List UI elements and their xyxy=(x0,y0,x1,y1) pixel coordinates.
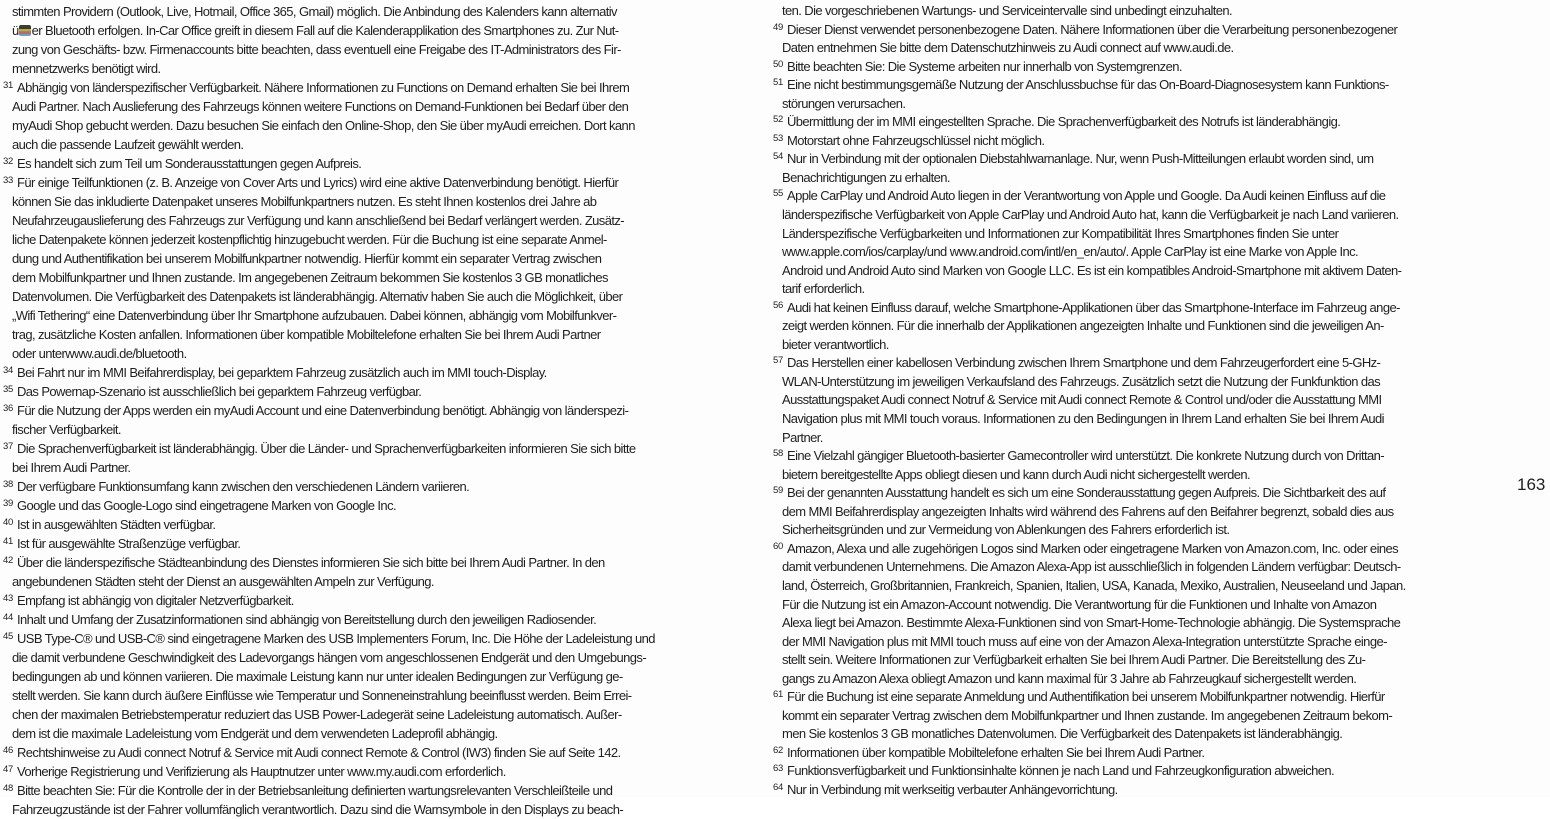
footnote-line: bei Ihrem Audi Partner. xyxy=(12,460,131,475)
footnote-line: 62 Informationen über kompatible Mobiltelefone erhalten Sie bei Ihrem Audi Partner. xyxy=(773,744,1205,760)
footnote-number: 33 xyxy=(3,175,13,186)
footnote-line: ü er Bluetooth erfolgen. In-Car Office greift in diesem Fall auf die Kalenderapplikation des Smartphones zu. Zur Nut- xyxy=(12,23,619,38)
footnote-57 xyxy=(773,354,1535,447)
footnote-51 xyxy=(773,76,1535,113)
footnote-number: 47 xyxy=(3,764,13,775)
footnote-line: 47 Vorherige Registrierung und Verifizierung als Hauptnutzer unter www.my.audi.com erforderlich. xyxy=(3,764,506,779)
footnote-55 xyxy=(773,187,1535,298)
footnote-line: myAudi Shop gebucht werden. Dazu besuchen Sie einfach den Online-Shop, den Sie über myAudi erreichen. Dort kann xyxy=(12,118,635,133)
footnote-number: 53 xyxy=(773,132,783,144)
footnote-line: länderspezifische Verfügbarkeit von Apple CarPlay und Android Auto hat, kann die Verfügbarkeit je nach Land variieren. xyxy=(782,207,1399,223)
footnote-line: können Sie das inkludierte Datenpaket unseres Mobilfunkpartners nutzen. Es steht Ihnen kostenlos drei Jahre ab xyxy=(12,194,597,209)
footnote-line: 48 Bitte beachten Sie: Für die Kontrolle der in der Betriebsanleitung definierten wartungsrelevanten Verschleißteile und xyxy=(3,783,613,798)
footnote-line: Ausstattungspaket Audi connect Notruf & Service mit Audi connect Remote & Control und/oder die Ausstattung MMI xyxy=(782,392,1382,408)
footnote-43 xyxy=(3,591,761,610)
footnote-line: 37 Die Sprachenverfügbarkeit ist länderabhängig. Über die Länder- und Sprachenverfügbarkeiten informieren Sie sich bitte xyxy=(3,441,636,456)
footnote-number: 62 xyxy=(773,744,783,756)
footnote-continuation xyxy=(3,2,761,78)
footnote-number: 37 xyxy=(3,441,13,452)
footnote-line: Datenvolumen. Die Verfügbarkeit des Datenpakets ist länderabhängig. Alternativ haben Sie auch die Möglichkeit, über xyxy=(12,289,623,304)
footnote-line: kommt ein separater Vertrag zwischen dem Mobilfunkpartner und Ihnen zustande. Im angegebenen Zeitraum bekom- xyxy=(782,707,1393,723)
footnote-line: stellt werden. Sie kann durch äußere Einflüsse wie Temperatur und Sonneneinstrahlung beeinflusst werden. Beim Errei- xyxy=(12,688,632,703)
footnote-line: Navigation plus mit MMI touch voraus. Informationen zu den Bedingungen in Ihrem Land erhalten Sie bei Ihrem Audi xyxy=(782,411,1384,427)
footnote-line: damit verbundenen Unternehmens. Die Amazon Alexa-App ist ausschließlich in folgenden Ländern verfügbar: Deutsch- xyxy=(782,559,1401,575)
corrupted-flag-glyph xyxy=(19,25,31,36)
footnote-continuation xyxy=(773,2,1535,21)
footnote-number: 60 xyxy=(773,540,783,552)
footnote-line: mennetzwerks benötigt wird. xyxy=(12,61,161,76)
footnote-line: zung von Geschäfts- bzw. Firmenaccounts bitte beachten, dass eventuell eine Freigabe des IT-Administrators des Fir- xyxy=(12,42,621,57)
footnote-line: 53 Motorstart ohne Fahrzeugschlüssel nicht möglich. xyxy=(773,132,1045,148)
footnote-line: 64 Nur in Verbindung mit werkseitig verbauter Anhängevorrichtung. xyxy=(773,781,1118,797)
footnote-line: 52 Übermittlung der im MMI eingestellten Sprache. Die Sprachenverfügbarkeit des Notrufs ist länderabhängig. xyxy=(773,114,1341,130)
footnote-line: Für die Nutzung ist ein Amazon-Account notwendig. Die Verantwortung für die Funktionen und Inhalte von Amazon xyxy=(782,596,1377,612)
footnote-38 xyxy=(3,477,761,496)
footnote-line: dung und Authentifikation bei unserem Mobilfunkpartner notwendig. Hierfür kommt ein separater Vertrag zwischen xyxy=(12,251,602,266)
footnote-32 xyxy=(3,154,761,173)
footnote-line: Benachrichtigungen zu erhalten. xyxy=(782,169,950,185)
footnote-40 xyxy=(3,515,761,534)
footnote-number: 64 xyxy=(773,781,783,793)
footnote-35 xyxy=(3,382,761,401)
footnote-line: Audi Partner. Nach Auslieferung des Fahrzeugs können weitere Functions on Demand-Funktionen bei Bedarf über den xyxy=(12,99,629,114)
footnote-line: bieter verantwortlich. xyxy=(782,336,889,352)
footnote-line: 51 Eine nicht bestimmungsgemäße Nutzung der Anschlussbuchse für das On-Board-Diagnosesystem kann Funktions- xyxy=(773,77,1389,93)
footnote-number: 43 xyxy=(3,593,13,604)
footnote-line: 34 Bei Fahrt nur im MMI Beifahrerdisplay, bei geparktem Fahrzeug zusätzlich auch im MMI touch-Display. xyxy=(3,365,547,380)
footnote-number: 52 xyxy=(773,114,783,126)
footnote-line: 49 Dieser Dienst verwendet personenbezogene Daten. Nähere Informationen über die Verarbeitung personenbezogener xyxy=(773,21,1398,37)
footnote-number: 31 xyxy=(3,80,13,91)
footnote-number: 45 xyxy=(3,631,13,642)
footnote-line: 36 Für die Nutzung der Apps werden ein myAudi Account und eine Datenverbindung benötigt. Abhängig von länderspezi- xyxy=(3,403,629,418)
footnote-47 xyxy=(3,762,761,781)
footnote-54 xyxy=(773,150,1535,187)
footnote-line: Partner. xyxy=(782,429,823,445)
footnote-line: stellt sein. Weitere Informationen zur Verfügbarkeit erhalten Sie bei Ihrem Audi Partner. Die Bereitstellung des Zu- xyxy=(782,652,1366,668)
footnotes-column-left xyxy=(3,2,761,819)
footnote-line: 59 Bei der genannten Ausstattung handelt es sich um eine Sonderausstattung gegen Aufpreis. Die Sichtbarkeit des auf xyxy=(773,485,1386,501)
footnote-line: Fahrzeugzustände ist der Fahrer vollumfänglich verantwortlich. Dazu sind die Warnsymbole in den Displays zu beach- xyxy=(12,802,624,817)
footnote-number: 42 xyxy=(3,555,13,566)
footnote-line: die damit verbundene Geschwindigkeit des Ladevorgangs hängen vom angeschlossenen Endgerät und den Umgebungs- xyxy=(12,650,647,665)
footnote-line: „Wifi Tethering“ eine Datenverbindung über Ihr Smartphone aufzubauen. Dabei können, abhängig vom Mobilfunkver- xyxy=(12,308,617,323)
footnote-number: 46 xyxy=(3,745,13,756)
footnote-64 xyxy=(773,781,1535,800)
footnote-56 xyxy=(773,299,1535,355)
footnote-line: Sicherheitsgründen und zur Vermeidung von Ablenkungen des Fahrers erforderlich ist. xyxy=(782,522,1230,538)
footnote-53 xyxy=(773,132,1535,151)
footnote-33 xyxy=(3,173,761,363)
footnote-line: tarif erforderlich. xyxy=(782,281,865,297)
footnote-62 xyxy=(773,744,1535,763)
footnote-line: 31 Abhängig von länderspezifischer Verfügbarkeit. Nähere Informationen zu Functions on Demand erhalten Sie bei Ihrem xyxy=(3,80,630,95)
footnote-39 xyxy=(3,496,761,515)
page-number: 163 xyxy=(1517,475,1546,494)
footnote-line: www.apple.com/ios/carplay/und www.android.com/intl/en_en/auto/. Apple CarPlay ist eine Marke von Apple Inc. xyxy=(782,244,1359,260)
footnote-34 xyxy=(3,363,761,382)
footnote-line: stimmten Providern (Outlook, Live, Hotmail, Office 365, Gmail) möglich. Die Anbindung des Kalenders kann alternativ xyxy=(12,4,617,19)
footnote-number: 59 xyxy=(773,485,783,497)
footnote-line: 32 Es handelt sich zum Teil um Sonderausstattungen gegen Aufpreis. xyxy=(3,156,362,171)
footnote-number: 34 xyxy=(3,365,13,376)
footnote-line: WLAN-Unterstützung im jeweiligen Verkaufsland des Fahrzeugs. Zusätzlich setzt die Nutzung der Funkfunktion das xyxy=(782,373,1381,389)
footnote-41 xyxy=(3,534,761,553)
footnote-line: 43 Empfang ist abhängig von digitaler Netzverfügbarkeit. xyxy=(3,593,294,608)
footnote-line: dem ist die maximale Ladeleistung vom Endgerät und dem verwendeten Ladeprofil abhängig. xyxy=(12,726,498,741)
footnote-line: 57 Das Herstellen einer kabellosen Verbindung zwischen Ihrem Smartphone und dem Fahrzeugerfordert eine 5-GHz- xyxy=(773,355,1381,371)
footnote-line: land, Österreich, Großbritannien, Frankreich, Spanien, Italien, USA, Kanada, Mexiko, Australien, Neuseeland und Japan. xyxy=(782,577,1406,593)
footnote-line: 60 Amazon, Alexa und alle zugehörigen Logos sind Marken oder eingetragene Marken von Amazon.com, Inc. oder eines xyxy=(773,540,1399,556)
footnote-line: 38 Der verfügbare Funktionsumfang kann zwischen den verschiedenen Ländern variieren. xyxy=(3,479,470,494)
footnote-number: 57 xyxy=(773,355,783,367)
footnote-59 xyxy=(773,484,1535,540)
footnote-line: Neufahrzeugauslieferung des Fahrzeugs zur Verfügung und kann anschließend bei Bedarf verlängert werden. Zusätz- xyxy=(12,213,624,228)
footnote-line: 46 Rechtshinweise zu Audi connect Notruf & Service mit Audi connect Remote & Control (IW3) finden Sie auf Seite 142. xyxy=(3,745,621,760)
footnote-line: liche Datenpakete können jederzeit kostenpflichtig hinzugebucht werden. Für die Buchung ist eine separate Anmel- xyxy=(12,232,607,247)
footnote-36 xyxy=(3,401,761,439)
footnote-line: oder unterwww.audi.de/bluetooth. xyxy=(12,346,187,361)
footnote-line: Android und Android Auto sind Marken von Google LLC. Es ist ein kompatibles Android-Smartphone mit aktivem Daten- xyxy=(782,262,1402,278)
footnote-number: 38 xyxy=(3,479,13,490)
footnote-number: 51 xyxy=(773,77,783,89)
footnotes-column-right xyxy=(773,2,1535,800)
footnote-number: 54 xyxy=(773,151,783,163)
footnote-42 xyxy=(3,553,761,591)
footnote-31 xyxy=(3,78,761,154)
footnote-number: 48 xyxy=(3,783,13,794)
footnote-line: 63 Funktionsverfügbarkeit und Funktionsinhalte können je nach Land und Fahrzeugkonfiguration abweichen. xyxy=(773,763,1335,779)
footnote-line: Daten entnehmen Sie bitte dem Datenschutzhinweis zu Audi connect auf www.audi.de. xyxy=(782,40,1234,56)
footnote-line: trag, zusätzliche Kosten anfallen. Informationen über kompatible Mobiltelefone erhalten Sie bei Ihrem Audi Partner xyxy=(12,327,601,342)
footnote-63 xyxy=(773,762,1535,781)
footnote-46 xyxy=(3,743,761,762)
footnote-line: 42 Über die länderspezifische Städteanbindung des Dienstes informieren Sie sich bitte bei Ihrem Audi Partner. In den xyxy=(3,555,605,570)
footnote-number: 56 xyxy=(773,299,783,311)
footnote-50 xyxy=(773,58,1535,77)
footnote-line: zeigt werden können. Für die innerhalb der Applikationen angezeigten Inhalte und Funktionen sind die jeweiligen An- xyxy=(782,318,1384,334)
footnote-line: störungen verursachen. xyxy=(782,95,906,111)
footnote-number: 40 xyxy=(3,517,13,528)
footnote-line: 41 Ist für ausgewählte Straßenzüge verfügbar. xyxy=(3,536,241,551)
footnote-line: Alexa liegt bei Amazon. Bestimmte Alexa-Funktionen sind von Smart-Home-Technologie abhängig. Die Systemsprache xyxy=(782,615,1401,631)
footnote-number: 44 xyxy=(3,612,13,623)
footnote-number: 36 xyxy=(3,403,13,414)
footnote-line: 45 USB Type-C® und USB-C® sind eingetragene Marken des USB Implementers Forum, Inc. Die Höhe der Ladeleistung und xyxy=(3,631,655,646)
footnote-line: 39 Google und das Google-Logo sind eingetragene Marken von Google Inc. xyxy=(3,498,396,513)
footnote-line: dem Mobilfunkpartner und Ihnen zustande. Im angegebenen Zeitraum bekommen Sie kostenlos 3 GB monatliches xyxy=(12,270,608,285)
footnote-number: 55 xyxy=(773,188,783,200)
footnote-line: chen der maximalen Betriebstemperatur reduziert das USB Power-Ladegerät seine Ladeleistung automatisch. Außer- xyxy=(12,707,622,722)
footnote-line: 40 Ist in ausgewählten Städten verfügbar. xyxy=(3,517,216,532)
footnote-number: 32 xyxy=(3,156,13,167)
footnote-line: 55 Apple CarPlay und Android Auto liegen in der Verantwortung von Apple und Google. Da Audi keinen Einfluss auf die xyxy=(773,188,1386,204)
footnote-line: 61 Für die Buchung ist eine separate Anmeldung und Authentifikation bei unserem Mobilfunkpartner notwendig. Hierfür xyxy=(773,689,1385,705)
footnote-45 xyxy=(3,629,761,743)
footnote-line: auch die passende Laufzeit gewählt werden. xyxy=(12,137,244,152)
footnote-line: ten. Die vorgeschriebenen Wartungs- und Serviceintervalle sind unbedingt einzuhalten. xyxy=(782,3,1233,18)
footnote-line: 35 Das Powernap-Szenario ist ausschließlich bei geparktem Fahrzeug verfügbar. xyxy=(3,384,422,399)
footnote-number: 41 xyxy=(3,536,13,547)
footnote-line: der MMI Navigation plus mit MMI touch muss auf eine von der Amazon Alexa-Integration unterstützte Sprache einge- xyxy=(782,633,1387,649)
footnote-44 xyxy=(3,610,761,629)
footnote-number: 49 xyxy=(773,21,783,33)
footnote-line: fischer Verfügbarkeit. xyxy=(12,422,121,437)
footnote-line: gangs zu Amazon Alexa obliegt Amazon und kann maximal für 3 Jahre ab Fahrzeugkauf sichergestellt werden. xyxy=(782,670,1357,686)
footnote-line: 44 Inhalt und Umfang der Zusatzinformationen sind abhängig von Bereitstellung durch den jeweiligen Radiosender. xyxy=(3,612,597,627)
footnote-60 xyxy=(773,540,1535,688)
footnote-48 xyxy=(3,781,761,819)
footnote-line: Länderspezifische Verfügbarkeiten und Informationen zur Kompatibilität Ihres Smartphones finden Sie unter xyxy=(782,225,1339,241)
footnote-52 xyxy=(773,113,1535,132)
footnote-line: 54 Nur in Verbindung mit der optionalen Diebstahlwarnanlage. Nur, wenn Push-Mitteilungen erlaubt worden sind, um xyxy=(773,151,1374,167)
footnote-49 xyxy=(773,21,1535,58)
footnote-line: bietern bereitgestellte Apps obliegt diesen und kann durch Audi nicht sichergestellt werden. xyxy=(782,466,1251,482)
footnote-line: 56 Audi hat keinen Einfluss darauf, welche Smartphone-Applikationen über das Smartphone-Interface im Fahrzeug ange- xyxy=(773,299,1400,315)
footnote-line: 58 Eine Vielzahl gängiger Bluetooth-basierter Gamecontroller wird unterstützt. Die konkrete Nutzung durch von Drittan- xyxy=(773,448,1384,464)
footnote-number: 63 xyxy=(773,763,783,775)
footnote-line: men Sie kostenlos 3 GB monatliches Datenvolumen. Die Verfügbarkeit des Datenpakets ist länderabhängig. xyxy=(782,726,1343,742)
footnote-line: 33 Für einige Teilfunktionen (z. B. Anzeige von Cover Arts und Lyrics) wird eine aktive Datenverbindung benötigt. Hierfür xyxy=(3,175,619,190)
footnote-number: 61 xyxy=(773,689,783,701)
footnote-number: 35 xyxy=(3,384,13,395)
footnote-line: 50 Bitte beachten Sie: Die Systeme arbeiten nur innerhalb von Systemgrenzen. xyxy=(773,58,1182,74)
footnote-line: angebundenen Städten steht der Dienst an ausgewählten Ampeln zur Verfügung. xyxy=(12,574,434,589)
footnote-number: 39 xyxy=(3,498,13,509)
footnote-line: dem MMI Beifahrerdisplay angezeigten Inhalts wird während des Fahrens auf den Beifahrer begrenzt, sobald dies aus xyxy=(782,503,1394,519)
footnote-37 xyxy=(3,439,761,477)
footnote-line: bedingungen ab und können variieren. Die maximale Leistung kann nur unter idealen Bedingungen zur Verfügung ge- xyxy=(12,669,623,684)
footnote-61 xyxy=(773,688,1535,744)
footnote-58 xyxy=(773,447,1535,484)
footnote-number: 58 xyxy=(773,448,783,460)
footnote-number: 50 xyxy=(773,58,783,70)
